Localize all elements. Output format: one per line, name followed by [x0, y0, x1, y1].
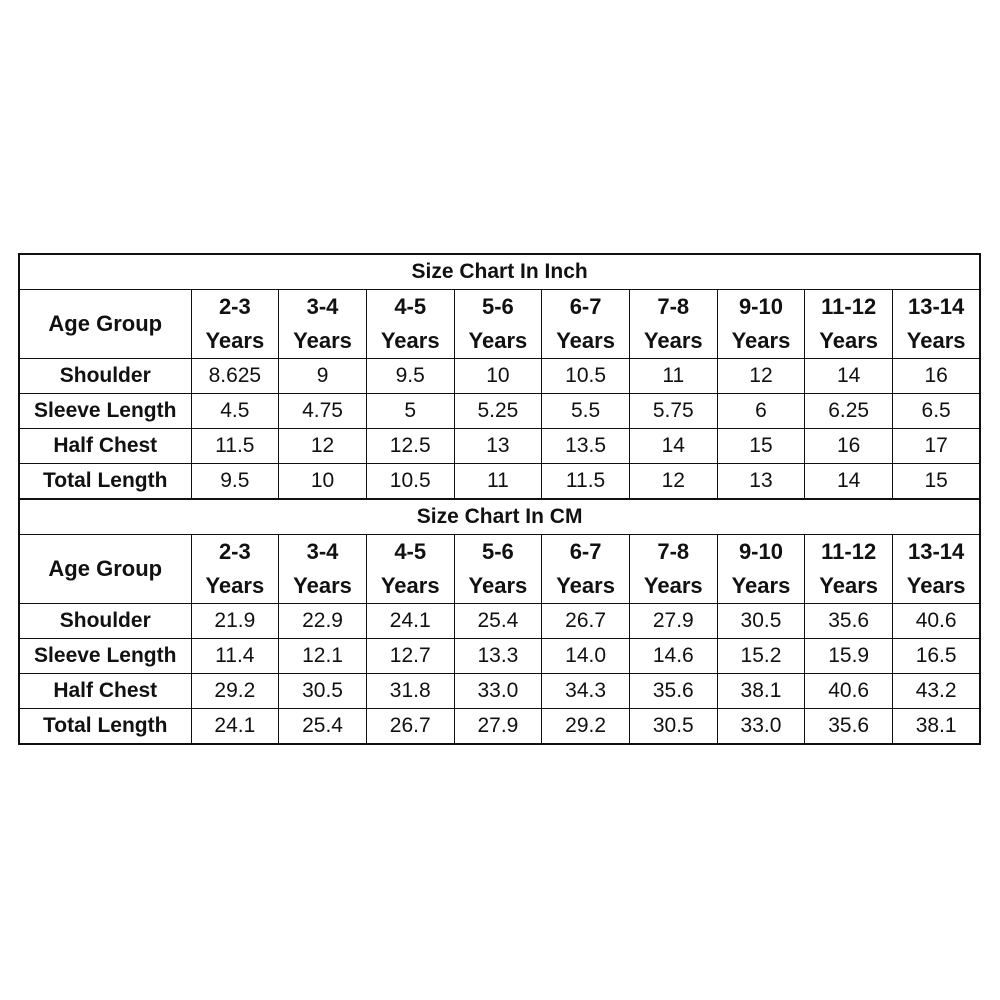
measurement-value: 40.6 — [805, 674, 893, 709]
measurement-value: 12 — [629, 464, 717, 500]
measurement-value: 43.2 — [893, 674, 981, 709]
measurement-value: 9.5 — [191, 464, 279, 500]
age-unit: Years — [556, 573, 615, 598]
measurement-value: 24.1 — [366, 604, 454, 639]
measurement-value: 13 — [717, 464, 805, 500]
measurement-value: 13 — [454, 429, 542, 464]
measurement-value: 11.5 — [542, 464, 630, 500]
age-range: 6-7 — [569, 539, 602, 564]
age-unit: Years — [293, 328, 352, 353]
measurement-value: 15 — [717, 429, 805, 464]
measurement-label: Shoulder — [19, 604, 191, 639]
age-column-header — [805, 290, 893, 359]
age-range: 11-12 — [821, 539, 877, 564]
age-range: 13-14 — [907, 539, 965, 564]
age-column-header — [542, 535, 630, 604]
measurement-value: 35.6 — [629, 674, 717, 709]
age-unit: Years — [205, 573, 265, 598]
size-chart-table — [18, 253, 981, 745]
measurement-value: 15 — [893, 464, 981, 500]
measurement-label: Sleeve Length — [19, 394, 191, 429]
measurement-value: 17 — [893, 429, 981, 464]
age-unit: Years — [819, 573, 879, 598]
age-unit: Years — [731, 573, 791, 598]
age-group-header: Age Group — [19, 535, 191, 604]
measurement-value: 12 — [717, 359, 805, 394]
age-column-header — [805, 535, 893, 604]
age-unit: Years — [643, 573, 703, 598]
measurement-value: 12.1 — [279, 639, 367, 674]
age-unit: Years — [205, 328, 265, 353]
age-column-header — [366, 535, 454, 604]
measurement-value: 27.9 — [454, 709, 542, 745]
measurement-label: Sleeve Length — [19, 639, 191, 674]
age-unit: Years — [468, 328, 528, 353]
measurement-value: 21.9 — [191, 604, 279, 639]
measurement-value: 12.7 — [366, 639, 454, 674]
measurement-value: 26.7 — [366, 709, 454, 745]
measurement-value: 9 — [279, 359, 367, 394]
measurement-value: 14.6 — [629, 639, 717, 674]
measurement-value: 12 — [279, 429, 367, 464]
age-unit: Years — [731, 328, 791, 353]
measurement-value: 10 — [454, 359, 542, 394]
measurement-value: 14 — [805, 359, 893, 394]
measurement-label: Total Length — [19, 464, 191, 500]
measurement-value: 15.9 — [805, 639, 893, 674]
measurement-value: 35.6 — [805, 709, 893, 745]
cm-section-title: Size Chart In CM — [19, 499, 980, 535]
age-column-header — [629, 290, 717, 359]
age-range: 6-7 — [569, 294, 602, 319]
measurement-value: 5.25 — [454, 394, 542, 429]
age-column-header — [542, 290, 630, 359]
age-unit: Years — [819, 328, 879, 353]
inch-section-title: Size Chart In Inch — [19, 254, 980, 290]
age-column-header — [454, 535, 542, 604]
age-unit: Years — [643, 328, 703, 353]
measurement-value: 10 — [279, 464, 367, 500]
age-unit: Years — [468, 573, 528, 598]
measurement-value: 16 — [893, 359, 981, 394]
measurement-value: 30.5 — [717, 604, 805, 639]
measurement-value: 33.0 — [454, 674, 542, 709]
measurement-value: 14 — [629, 429, 717, 464]
table-row — [19, 429, 980, 464]
measurement-value: 13.3 — [454, 639, 542, 674]
age-range: 13-14 — [907, 294, 965, 319]
age-range: 4-5 — [394, 294, 427, 319]
age-column-header — [893, 535, 981, 604]
age-range: 7-8 — [657, 539, 690, 564]
measurement-value: 11.5 — [191, 429, 279, 464]
age-range: 11-12 — [821, 294, 877, 319]
measurement-value: 35.6 — [805, 604, 893, 639]
age-column-header — [717, 290, 805, 359]
age-column-header — [279, 290, 367, 359]
age-unit: Years — [906, 573, 966, 598]
measurement-value: 11 — [629, 359, 717, 394]
age-column-header — [366, 290, 454, 359]
measurement-value: 34.3 — [542, 674, 630, 709]
cm-header-row — [19, 535, 980, 604]
measurement-value: 30.5 — [629, 709, 717, 745]
measurement-value: 12.5 — [366, 429, 454, 464]
age-unit: Years — [380, 328, 440, 353]
measurement-value: 22.9 — [279, 604, 367, 639]
inch-title-row — [19, 254, 980, 290]
size-chart-body — [19, 254, 980, 744]
table-row — [19, 359, 980, 394]
measurement-value: 4.5 — [191, 394, 279, 429]
measurement-value: 8.625 — [191, 359, 279, 394]
measurement-value: 31.8 — [366, 674, 454, 709]
age-group-header: Age Group — [19, 290, 191, 359]
age-column-header — [191, 290, 279, 359]
age-range: 9-10 — [738, 294, 783, 319]
table-row — [19, 674, 980, 709]
age-range: 2-3 — [218, 539, 251, 564]
table-row — [19, 604, 980, 639]
age-column-header — [893, 290, 981, 359]
table-row — [19, 639, 980, 674]
table-row — [19, 709, 980, 745]
measurement-value: 29.2 — [191, 674, 279, 709]
age-range: 7-8 — [657, 294, 690, 319]
measurement-value: 6.25 — [805, 394, 893, 429]
measurement-value: 5.75 — [629, 394, 717, 429]
age-range: 5-6 — [482, 294, 514, 319]
measurement-value: 16.5 — [893, 639, 981, 674]
measurement-label: Total Length — [19, 709, 191, 745]
measurement-value: 29.2 — [542, 709, 630, 745]
measurement-value: 26.7 — [542, 604, 630, 639]
age-range: 4-5 — [394, 539, 427, 564]
measurement-label: Shoulder — [19, 359, 191, 394]
measurement-value: 27.9 — [629, 604, 717, 639]
measurement-value: 6.5 — [893, 394, 981, 429]
measurement-value: 9.5 — [366, 359, 454, 394]
measurement-value: 5.5 — [542, 394, 630, 429]
measurement-value: 40.6 — [893, 604, 981, 639]
age-column-header — [279, 535, 367, 604]
measurement-value: 14.0 — [542, 639, 630, 674]
measurement-value: 38.1 — [717, 674, 805, 709]
measurement-value: 15.2 — [717, 639, 805, 674]
measurement-label: Half Chest — [19, 674, 191, 709]
cm-title-row — [19, 499, 980, 535]
measurement-value: 24.1 — [191, 709, 279, 745]
measurement-value: 4.75 — [279, 394, 367, 429]
age-unit: Years — [556, 328, 615, 353]
measurement-value: 5 — [366, 394, 454, 429]
measurement-label: Half Chest — [19, 429, 191, 464]
measurement-value: 25.4 — [454, 604, 542, 639]
age-range: 3-4 — [306, 294, 339, 319]
age-unit: Years — [293, 573, 352, 598]
measurement-value: 25.4 — [279, 709, 367, 745]
age-range: 2-3 — [218, 294, 251, 319]
age-unit: Years — [380, 573, 440, 598]
measurement-value: 10.5 — [542, 359, 630, 394]
age-column-header — [629, 535, 717, 604]
table-row — [19, 464, 980, 500]
measurement-value: 33.0 — [717, 709, 805, 745]
age-column-header — [191, 535, 279, 604]
measurement-value: 38.1 — [893, 709, 981, 745]
age-unit: Years — [906, 328, 966, 353]
table-row — [19, 394, 980, 429]
measurement-value: 10.5 — [366, 464, 454, 500]
measurement-value: 11.4 — [191, 639, 279, 674]
measurement-value: 13.5 — [542, 429, 630, 464]
inch-header-row — [19, 290, 980, 359]
age-range: 9-10 — [738, 539, 783, 564]
measurement-value: 6 — [717, 394, 805, 429]
age-range: 3-4 — [306, 539, 339, 564]
measurement-value: 14 — [805, 464, 893, 500]
measurement-value: 11 — [454, 464, 542, 500]
age-column-header — [717, 535, 805, 604]
measurement-value: 30.5 — [279, 674, 367, 709]
age-range: 5-6 — [482, 539, 514, 564]
measurement-value: 16 — [805, 429, 893, 464]
age-column-header — [454, 290, 542, 359]
